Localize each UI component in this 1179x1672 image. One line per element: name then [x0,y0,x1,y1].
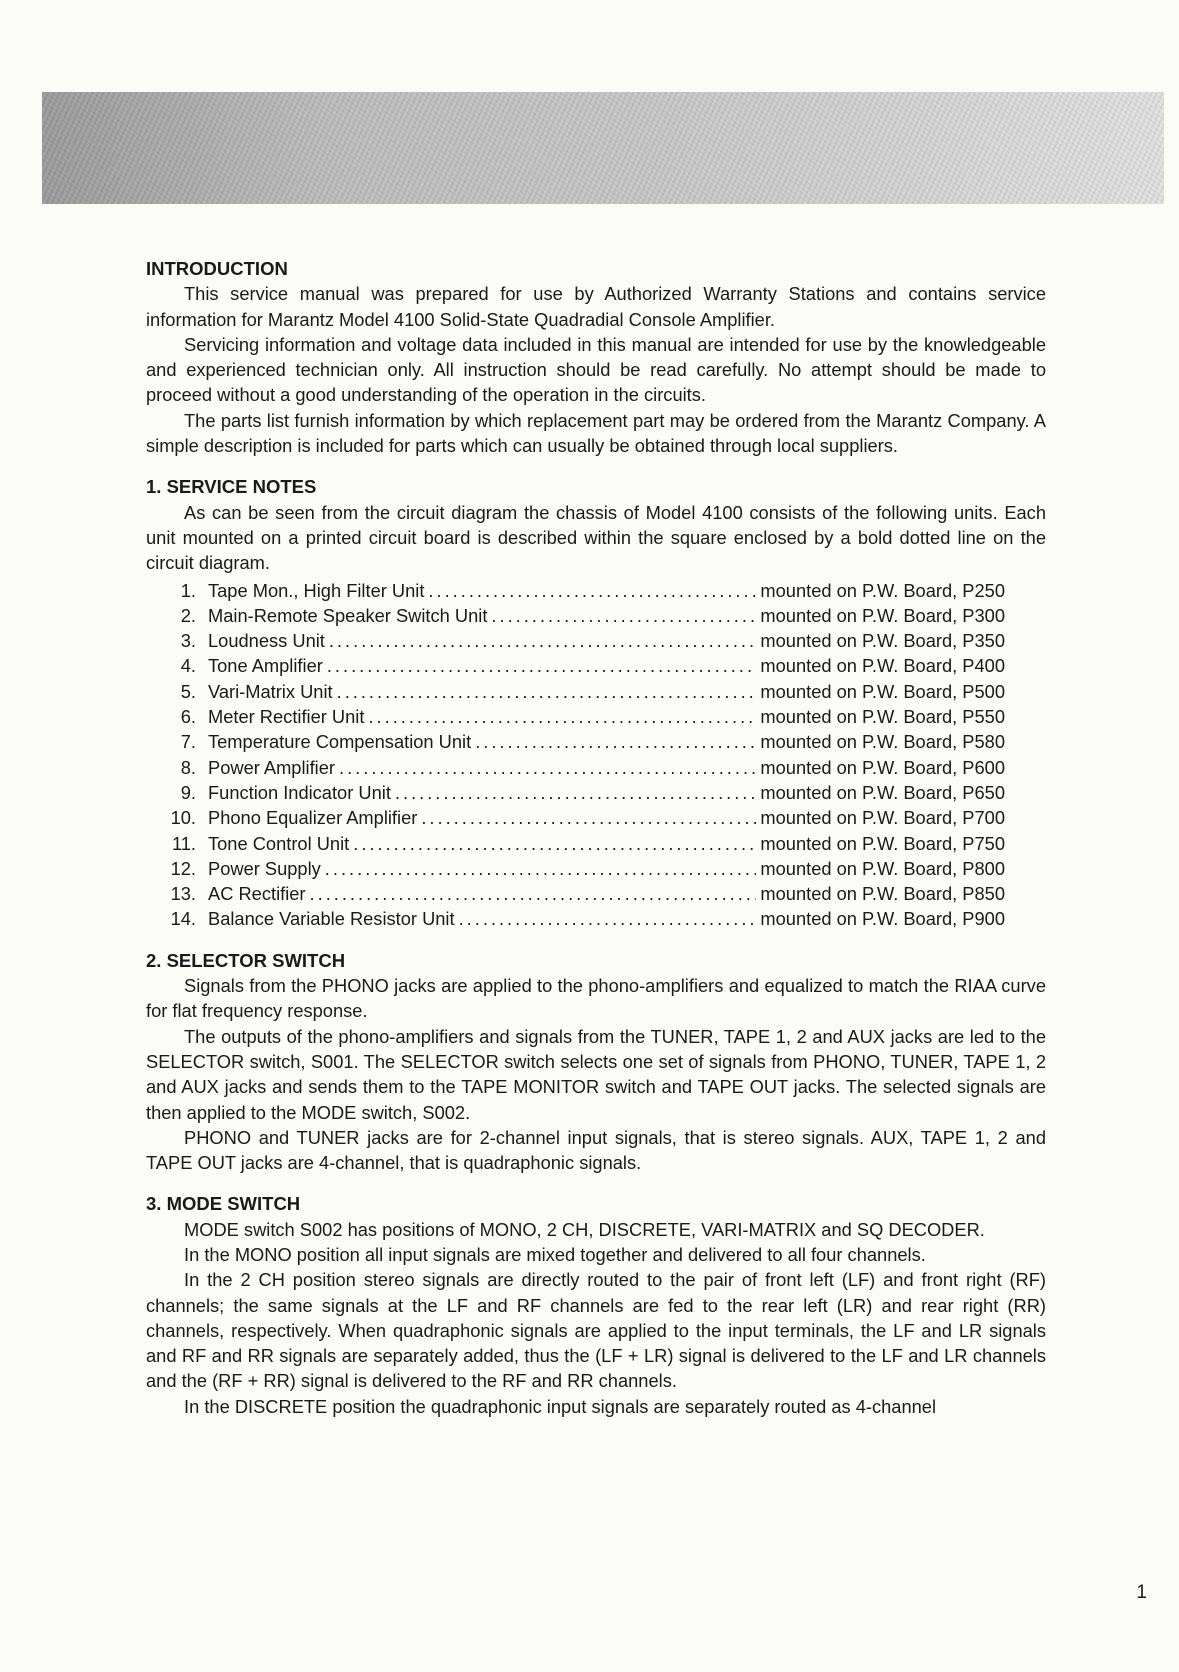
leader-dots [353,831,756,856]
leader-dots [329,628,757,653]
unit-mount: mounted on P.W. Board, P550 [760,706,1005,728]
unit-mount: mounted on P.W. Board, P580 [760,731,1005,753]
unit-list [146,578,1046,932]
mode-switch-paragraph: In the MONO position all input signals are mixed together and delivered to all four channels. [184,1243,926,1265]
unit-number: 4. [180,655,196,677]
page-content [146,256,1046,1419]
unit-list-item [146,628,1005,653]
unit-number: 12. [170,857,196,879]
unit-list-item [146,755,1005,780]
mode-switch-paragraph: In the DISCRETE position the quadraphonic input signals are separately routed as 4-channel [184,1395,937,1417]
mode-switch-paragraph: In the 2 CH position stereo signals are directly routed to the pair of front left (LF) and front right (RF) channels; the same signals at the LF and RF channels are fed to the rear left (LR) and rear right (RR) channels, respectively. When quadraphonic signals are applied to the input terminals, the LF and LR signals and RF and RR signals are separately added, thus the (LF + LR) signal is delivered to the LF and LR channels and the (RF + RR) signal is delivered to the RF and RR channels. [146,1269,1046,1392]
unit-list-item [146,780,1005,805]
unit-name: Loudness Unit [208,630,325,652]
leader-dots [339,755,756,780]
mode-switch-section [146,1191,1046,1419]
leader-dots [310,881,757,906]
unit-list-item [146,906,1005,931]
unit-name: Meter Rectifier Unit [208,706,365,728]
unit-number: 10. [170,807,196,829]
unit-number: 3. [180,630,196,652]
leader-dots [421,805,756,830]
unit-name: Power Amplifier [208,756,335,778]
unit-name: Temperature Compensation Unit [208,731,472,753]
unit-list-item [146,679,1005,704]
unit-number: 13. [170,883,196,905]
unit-name: Tape Mon., High Filter Unit [208,579,425,601]
selector-switch-paragraph: The outputs of the phono-amplifiers and signals from the TUNER, TAPE 1, 2 and AUX jacks are led to the SELECTOR switch, S001. The SELECTOR switch selects one set of signals from PHONO, TUNER, TAPE 1, 2 and AUX jacks and sends them to the TAPE MONITOR switch and TAPE OUT jacks. The selected signals are then applied to the MODE switch, S002. [146,1025,1046,1123]
unit-list-item [146,831,1005,856]
unit-mount: mounted on P.W. Board, P750 [760,832,1005,854]
unit-name: Balance Variable Resistor Unit [208,908,455,930]
unit-mount: mounted on P.W. Board, P900 [760,908,1005,930]
unit-list-item [146,704,1005,729]
unit-list-item [146,856,1005,881]
unit-mount: mounted on P.W. Board, P500 [760,680,1005,702]
leader-dots [368,704,756,729]
unit-mount: mounted on P.W. Board, P300 [760,604,1005,626]
unit-number: 11. [171,832,196,854]
unit-list-item [146,881,1005,906]
unit-mount: mounted on P.W. Board, P850 [760,883,1005,905]
leader-dots [459,906,757,931]
unit-mount: mounted on P.W. Board, P250 [760,579,1005,601]
selector-switch-heading: 2. SELECTOR SWITCH [146,949,346,971]
unit-name: Function Indicator Unit [208,781,391,803]
unit-mount: mounted on P.W. Board, P650 [760,781,1005,803]
unit-mount: mounted on P.W. Board, P400 [760,655,1005,677]
selector-switch-paragraph: Signals from the PHONO jacks are applied to the phono-amplifiers and equalized to match the RIAA curve for flat frequency response. [146,975,1046,1022]
unit-list-item [146,729,1005,754]
unit-list-item [146,603,1005,628]
leader-dots [428,578,756,603]
unit-mount: mounted on P.W. Board, P700 [760,807,1005,829]
unit-mount: mounted on P.W. Board, P800 [760,857,1005,879]
unit-name: Tone Control Unit [208,832,350,854]
unit-name: Vari-Matrix Unit [208,680,333,702]
unit-number: 14. [170,908,196,930]
unit-number: 7. [180,731,196,753]
mode-switch-paragraph: MODE switch S002 has positions of MONO, 2 CH, DISCRETE, VARI-MATRIX and SQ DECODER. [184,1218,985,1240]
mode-switch-heading: 3. MODE SWITCH [146,1193,301,1215]
unit-list-item [146,805,1005,830]
leader-dots [395,780,757,805]
unit-number: 1. [180,579,196,601]
unit-name: AC Rectifier [208,883,306,905]
unit-number: 2. [180,604,196,626]
introduction-paragraph: This service manual was prepared for use by Authorized Warranty Stations and contains service information for Marantz Model 4100 Solid-State Quadradial Console Amplifier. [146,283,1046,330]
unit-number: 5. [180,680,196,702]
unit-mount: mounted on P.W. Board, P350 [760,630,1005,652]
introduction-section [146,256,1046,458]
unit-number: 8. [180,756,196,778]
leader-dots [491,603,756,628]
introduction-paragraph: Servicing information and voltage data included in this manual are intended for use by the knowledgeable and experienced technician only. All instruction should be read carefully. No attempt should be made to proceed without a good understanding of the operation in the circuits. [146,333,1046,406]
introduction-paragraph: The parts list furnish information by which replacement part may be ordered from the Marantz Company. A simple description is included for parts which can usually be obtained through local suppliers. [146,409,1046,457]
page-number: 1 [1136,1582,1147,1603]
introduction-heading: INTRODUCTION [146,258,288,279]
unit-name: Power Supply [208,857,321,879]
unit-name: Tone Amplifier [208,655,323,677]
service-notes-section [146,474,1046,931]
leader-dots [327,653,757,678]
unit-name: Phono Equalizer Amplifier [208,807,418,829]
service-notes-heading: 1. SERVICE NOTES [146,476,317,498]
leader-dots [325,856,757,881]
unit-list-item [146,653,1005,678]
unit-mount: mounted on P.W. Board, P600 [760,756,1005,778]
selector-switch-paragraph: PHONO and TUNER jacks are for 2-channel input signals, that is stereo signals. AUX, TAPE 1, 2 and TAPE OUT jacks are 4-channel, that is quadraphonic signals. [146,1126,1046,1174]
service-notes-paragraph: As can be seen from the circuit diagram the chassis of Model 4100 consists of the following units. Each unit mounted on a printed circuit board is described within the square enclosed by a bold dotted line on the circuit diagram. [146,501,1046,574]
unit-number: 6. [180,706,196,728]
header-band [42,92,1164,204]
unit-name: Main-Remote Speaker Switch Unit [208,604,488,626]
selector-switch-section [146,948,1046,1176]
leader-dots [475,729,756,754]
unit-list-item [146,578,1005,603]
leader-dots [337,679,757,704]
unit-number: 9. [180,781,196,803]
